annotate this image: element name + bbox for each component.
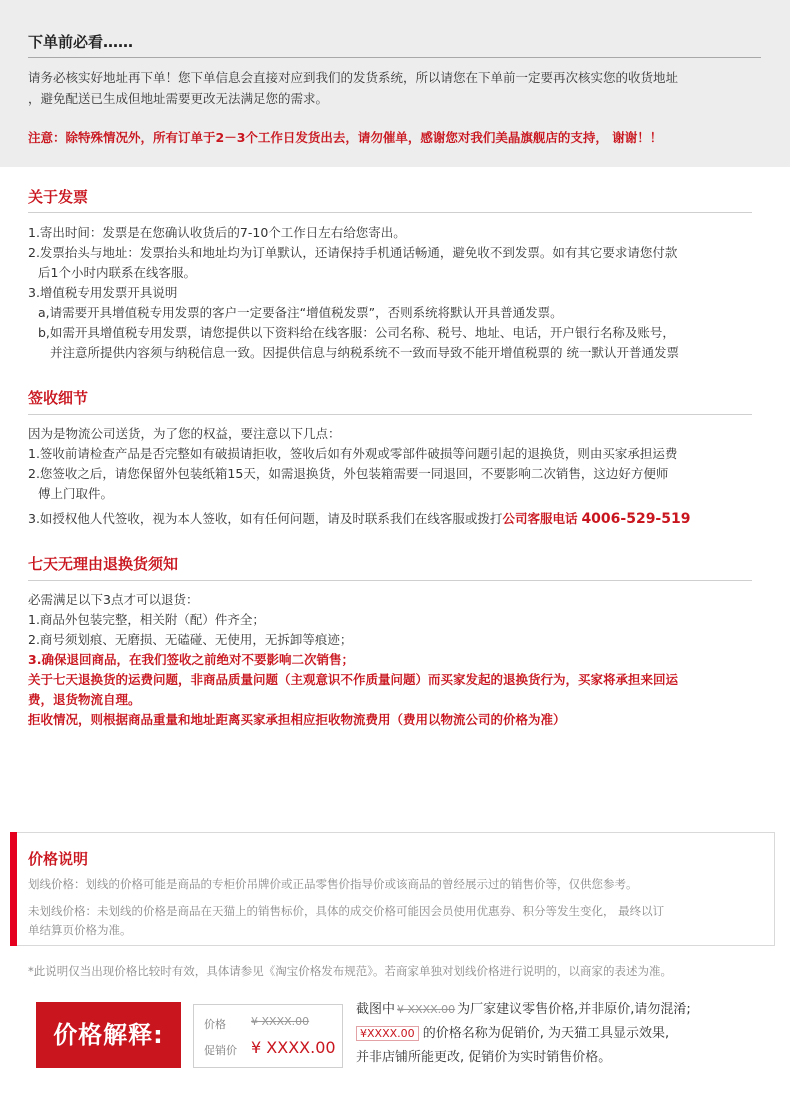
card-value-promo: ¥ XXXX.00 [251,1038,336,1057]
signing-line [28,509,768,529]
price-sample-card [193,1004,343,1068]
price-info-accent-bar [10,832,17,946]
returns-line: 2.商号须划痕、无磨损、无磕碰、无使用，无拆卸等痕迹； [28,632,353,647]
explain-line-text: 为厂家建议零售价格,并非原价,请勿混淆; [457,1002,691,1017]
invoice-line: a,请需要开具增值税专用发票的客户一定要备注“增值税发票”，否则系统将默认开具普通发票。 [38,305,563,320]
explain-line-text: 截图中 [356,1002,396,1017]
notice-body [28,67,768,109]
unstrike-price-line: 单结算页价格为准。 [28,923,132,937]
signing-line: 1.签收前请检查产品是否完整如有破损请拒收，签收后如有外观或零部件破损等问题引起的退换货，则由买家承担运费 [28,446,678,461]
returns-red-line: 费，退货物流自理。 [28,692,141,707]
notice-title: 下单前必看…… [28,33,134,51]
signing-body [28,424,768,529]
invoice-line: 并注意所提供内容须与纳税信息一致。因提供信息与纳税系统不一致而导致不能开增值税票的 统一默认开普通发票 [50,345,679,360]
signing-title: 签收细节 [28,389,89,407]
explain-line [356,1022,776,1046]
returns-title: 七天无理由退换货须知 [28,555,179,573]
price-explain-badge: 价格解释: [36,1002,181,1068]
returns-red-line: 3.确保退回商品，在我们签收之前绝对不要影响二次销售； [28,652,354,667]
price-info-title: 价格说明 [28,850,89,868]
explain-strike-tag: ¥ XXXX.00 [397,1003,456,1016]
invoice-line: b,如需开具增值税专用发票，请您提供以下资料给在线客服：公司名称、税号、地址、电话，开户银行名称及账号， [38,325,675,340]
signing-line: 因为是物流公司送货，为了您的权益，要注意以下几点： [28,426,341,441]
explain-line-text: 的价格名称为促销价, 为天猫工具显示效果, [422,1026,670,1041]
returns-red-line: 关于七天退换货的运费问题，非商品质量问题（主观意识不作质量问题）而买家发起的退换货行为，买家将承担来回运 [28,672,679,687]
explain-promo-tag: ¥XXXX.00 [356,1026,419,1041]
strike-price-text: 划线价格：划线的价格可能是商品的专柜价吊牌价或正品零售价指导价或该商品的曾经展示过的销售价等，仅供您参考。 [28,877,638,891]
hotline-label: 公司客服电话 [502,511,578,526]
signing-divider [28,414,752,415]
invoice-divider [28,212,752,213]
invoice-line: 1.寄出时间：发票是在您确认收货后的7-10个工作日左右给您寄出。 [28,225,406,240]
price-explain-text [356,998,776,1070]
explain-line: 并非店铺所能更改, 促销价为实时销售价格。 [356,1050,612,1065]
invoice-line: 2.发票抬头与地址：发票抬头和地址均为订单默认，还请保持手机通话畅通，避免收不到发票。如有其它要求请您付款 [28,245,678,260]
returns-red-line: 拒收情况，则根据商品重量和地址距离买家承担相应拒收物流费用（费用以物流公司的价格为准） [28,712,566,727]
invoice-title: 关于发票 [28,188,89,206]
card-label-price: 价格 [204,1018,226,1031]
signing-line: 傅上门取件。 [38,486,114,501]
notice-divider [28,57,761,58]
notice-warning: 注意：除特殊情况外，所有订单于2－3个工作日发货出去，请勿催单，感谢您对我们美晶旗舰店的支持， 谢谢！！ [28,130,663,145]
signing-line: 2.您签收之后，请您保留外包装纸箱15天，如需退换货，外包装箱需要一同退回，不要影响二次销售，这边好方便师 [28,466,669,481]
invoice-line: 后1个小时内联系在线客服。 [38,265,196,280]
notice-body-line: ，避免配送已生成但地址需要更改无法满足您的需求。 [28,91,329,106]
notice-body-line: 请务必核实好地址再下单！您下单信息会直接对应到我们的发货系统，所以请您在下单前一定要再次核实您的收货地址 [28,70,679,85]
explain-line [356,998,776,1022]
hotline-number: 4006-529-519 [581,511,691,527]
invoice-line: 3.增值税专用发票开具说明 [28,285,178,300]
returns-line: 必需满足以下3点才可以退货： [28,592,199,607]
returns-body [28,590,768,730]
card-value-price: ¥ XXXX.00 [251,1015,310,1028]
invoice-body [28,223,768,363]
signing-line-text: 3.如授权他人代签收，视为本人签收，如有任何问题，请及时联系我们在线客服或拨打 [28,511,503,526]
returns-line: 1.商品外包装完整，相关附（配）件齐全； [28,612,265,627]
unstrike-price-text [28,902,763,940]
price-footnote: *此说明仅当出现价格比较时有效，具体请参见《淘宝价格发布规范》。若商家单独对划线价格进行说明的，以商家的表述为准。 [28,964,672,978]
returns-divider [28,580,752,581]
unstrike-price-line: 未划线价格：未划线的价格是商品在天猫上的销售标价，具体的成交价格可能因会员使用优惠券、积分等发生变化， 最终以订 [28,904,665,918]
card-label-promo: 促销价 [204,1044,237,1057]
